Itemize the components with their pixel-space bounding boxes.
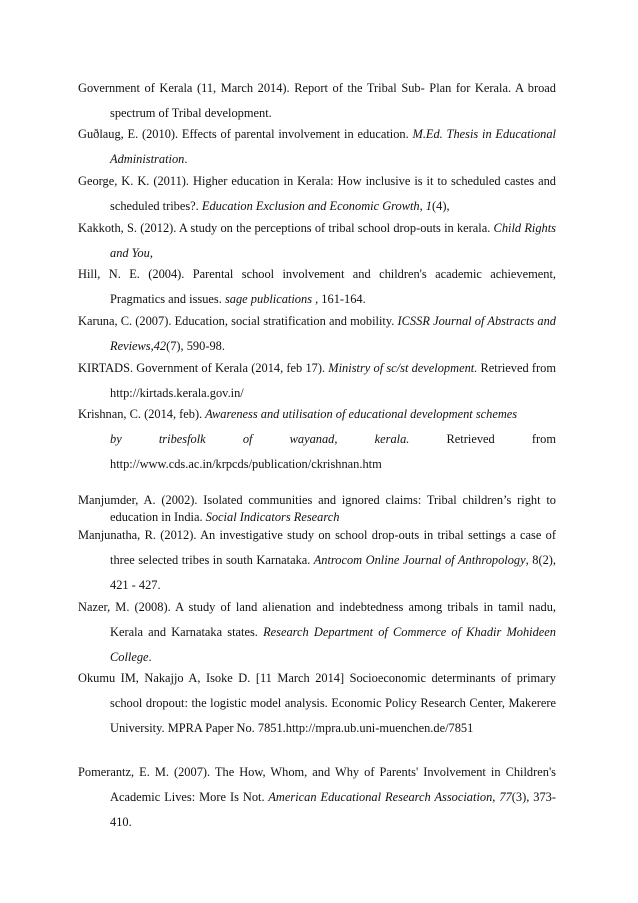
reference-kirtads: KIRTADS. Government of Kerala (2014, feb 17). Ministry of sc/st development. Retrieved from http://kirtads.kerala.gov.in/	[78, 361, 556, 400]
reference-george: George, K. K. (2011). Higher education in Kerala: How inclusive is it to scheduled castes and scheduled tribes?. Education Exclusion and Economic Growth, 1(4),	[78, 174, 556, 213]
reference-hill: Hill, N. E. (2004). Parental school involvement and children's academic achievement, Pragmatics and issues. sage publications , 161-164.	[78, 267, 556, 306]
reference-pomerantz: Pomerantz, E. M. (2007). The How, Whom, and Why of Parents' Involvement in Children's Academic Lives: More Is Not. American Educational Research Association, 77(3), 373-410.	[78, 765, 556, 829]
reference-manjumder: Manjumder, A. (2002). Isolated communities and ignored claims: Tribal children’s right to education in India. Social Indicators Research	[78, 493, 556, 524]
reference-okumu: Okumu IM, Nakajjo A, Isoke D. [11 March 2014] Socioeconomic determinants of primary school dropout: the logistic model analysis. Economic Policy Research Center, Makerere University. MPRA Paper No. 7851.http://mpra.ub.uni-muenchen.de/7851	[78, 671, 556, 735]
reference-krishnan-line-2: by tribesfolk of wayanad, kerala. Retrieved from	[110, 432, 556, 446]
reference-karuna: Karuna, C. (2007). Education, social stratification and mobility. ICSSR Journal of Abstracts and Reviews,42(7), 590-98.	[78, 314, 556, 353]
reference-kakkoth: Kakkoth, S. (2012). A study on the perceptions of tribal school drop-outs in kerala. Child Rights and You,	[78, 221, 557, 260]
reference-government-of-kerala: Government of Kerala (11, March 2014). Report of the Tribal Sub- Plan for Kerala. A broad spectrum of Tribal development.	[78, 81, 556, 120]
reference-gudlaug: Guðlaug, E. (2010). Effects of parental involvement in education. M.Ed. Thesis in Educational Administration.	[78, 127, 556, 166]
reference-manjunatha: Manjunatha, R. (2012). An investigative study on school drop-outs in tribal settings a case of three selected tribes in south Karnataka. Antrocom Online Journal of Anthropology, 8(2), 421 - 427.	[78, 528, 557, 592]
reference-krishnan-url: http://www.cds.ac.in/krpcds/publication/ckrishnan.htm	[110, 457, 382, 471]
reference-krishnan: Krishnan, C. (2014, feb). Awareness and utilisation of educational development schemes by tribesfolk of wayanad, kerala. Retrieved from http://www.cds.ac.in/krpcds/publication/ckrishnan.htm	[78, 407, 556, 471]
reference-nazer: Nazer, M. (2008). A study of land alienation and indebtedness among tribals in tamil nadu, Kerala and Karnataka states. Research Department of Commerce of Khadir Mohideen College.	[78, 600, 557, 664]
